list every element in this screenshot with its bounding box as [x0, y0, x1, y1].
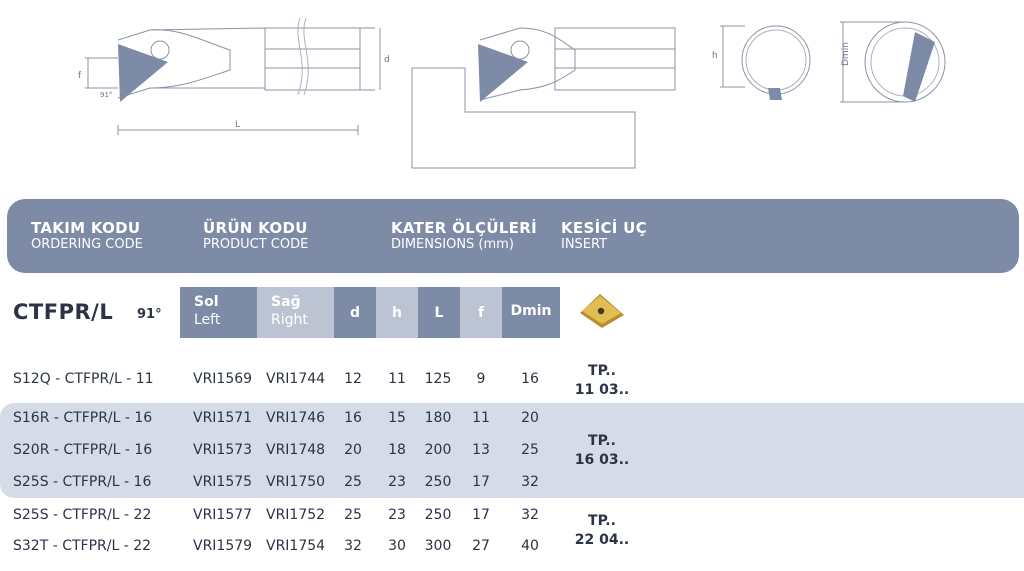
label-d: d — [384, 55, 390, 65]
table-row — [0, 369, 1024, 389]
cell-f: 17 — [472, 474, 490, 490]
insert-label — [560, 432, 644, 470]
header-insert-en: INSERT — [561, 237, 608, 252]
insert-label-line1: TP.. — [588, 433, 616, 449]
label-dmin: Dmin — [841, 42, 851, 66]
th-right-en: Right — [271, 312, 308, 328]
cell-f: 11 — [472, 410, 490, 426]
th-left-tr: Sol — [194, 294, 219, 310]
cell-h: 18 — [388, 442, 406, 458]
cell-left-code: VRI1571 — [193, 410, 253, 426]
cell-left-code: VRI1573 — [193, 442, 253, 458]
th-right — [257, 287, 334, 338]
cell-d: 25 — [344, 507, 362, 523]
header-bar — [7, 199, 1019, 273]
th-dmin: Dmin — [502, 287, 560, 338]
header-product-code — [203, 219, 308, 253]
cell-left-code: VRI1569 — [193, 371, 253, 387]
cell-L: 250 — [424, 507, 452, 523]
cell-ordering-code: S16R - CTFPR/L - 16 — [13, 410, 153, 426]
table-row — [0, 472, 1024, 492]
header-insert-tr: KESİCİ UÇ — [561, 219, 647, 237]
cell-dmin: 20 — [521, 410, 539, 426]
cell-ordering-code: S32T - CTFPR/L - 22 — [13, 538, 152, 554]
header-ordering-code-tr: TAKIM KODU — [31, 219, 141, 237]
th-f: f — [460, 287, 502, 338]
product-angle: 91° — [137, 307, 162, 322]
th-d: d — [334, 287, 376, 338]
cell-d: 32 — [344, 538, 362, 554]
th-right-tr: Sağ — [271, 294, 301, 310]
end-view-h — [720, 26, 810, 94]
technical-drawings — [0, 0, 1024, 190]
insert-label-line1: TP.. — [588, 363, 616, 379]
cell-h: 30 — [388, 538, 406, 554]
insert-label-line2: 22 04.. — [574, 532, 630, 548]
th-left — [180, 287, 257, 338]
cell-h: 11 — [388, 371, 406, 387]
cell-f: 17 — [472, 507, 490, 523]
cell-ordering-code: S25S - CTFPR/L - 16 — [13, 474, 152, 490]
cell-dmin: 25 — [521, 442, 539, 458]
cell-right-code: VRI1752 — [266, 507, 326, 523]
cell-left-code: VRI1577 — [193, 507, 253, 523]
table-row — [0, 536, 1024, 556]
header-product-code-tr: ÜRÜN KODU — [203, 219, 308, 237]
header-insert — [561, 219, 647, 253]
label-L: L — [235, 120, 241, 130]
insert-label — [560, 362, 644, 400]
boring-bar-bore-view — [412, 28, 675, 168]
label-f: f — [78, 71, 82, 81]
insert-icon — [577, 291, 627, 331]
cell-f: 9 — [476, 371, 486, 387]
cell-dmin: 40 — [521, 538, 539, 554]
cell-d: 12 — [344, 371, 362, 387]
insert-label — [560, 512, 644, 550]
cell-right-code: VRI1746 — [266, 410, 326, 426]
insert-label-line1: TP.. — [588, 513, 616, 529]
header-ordering-code — [31, 219, 143, 253]
insert-label-line2: 16 03.. — [574, 452, 630, 468]
cell-right-code: VRI1748 — [266, 442, 326, 458]
insert-end-h — [768, 88, 782, 100]
label-angle: 91° — [100, 91, 113, 99]
cell-f: 27 — [472, 538, 490, 554]
cell-ordering-code: S12Q - CTFPR/L - 11 — [13, 371, 154, 387]
cell-h: 23 — [388, 474, 406, 490]
cell-right-code: VRI1750 — [266, 474, 326, 490]
header-dimensions-tr: KATER ÖLÇÜLERİ — [391, 219, 537, 237]
table-row — [0, 440, 1024, 460]
header-dimensions-en: DIMENSIONS (mm) — [391, 237, 514, 252]
cell-dmin: 32 — [521, 474, 539, 490]
end-view-dmin — [840, 22, 945, 102]
table-row — [0, 408, 1024, 428]
header-ordering-code-en: ORDERING CODE — [31, 237, 143, 252]
cell-left-code: VRI1575 — [193, 474, 253, 490]
table-row — [0, 505, 1024, 525]
cell-L: 180 — [424, 410, 452, 426]
cell-dmin: 16 — [521, 371, 539, 387]
cell-ordering-code: S20R - CTFPR/L - 16 — [13, 442, 153, 458]
header-product-code-en: PRODUCT CODE — [203, 237, 309, 252]
header-dimensions — [391, 219, 537, 253]
cell-h: 23 — [388, 507, 406, 523]
th-left-en: Left — [194, 312, 221, 328]
insert-label-line2: 11 03.. — [574, 382, 630, 398]
cell-L: 200 — [424, 442, 452, 458]
cell-L: 250 — [424, 474, 452, 490]
th-L: L — [418, 287, 460, 338]
insert-end-dmin — [903, 32, 935, 102]
cell-d: 25 — [344, 474, 362, 490]
cell-h: 15 — [388, 410, 406, 426]
cell-L: 300 — [424, 538, 452, 554]
cell-left-code: VRI1579 — [193, 538, 253, 554]
cell-ordering-code: S25S - CTFPR/L - 22 — [13, 507, 152, 523]
th-h: h — [376, 287, 418, 338]
cell-d: 20 — [344, 442, 362, 458]
label-h: h — [712, 51, 718, 61]
cell-right-code: VRI1744 — [266, 371, 326, 387]
cell-d: 16 — [344, 410, 362, 426]
cell-f: 13 — [472, 442, 490, 458]
cell-L: 125 — [424, 371, 452, 387]
cell-dmin: 32 — [521, 507, 539, 523]
product-title: CTFPR/L — [13, 300, 114, 324]
cell-right-code: VRI1754 — [266, 538, 326, 554]
